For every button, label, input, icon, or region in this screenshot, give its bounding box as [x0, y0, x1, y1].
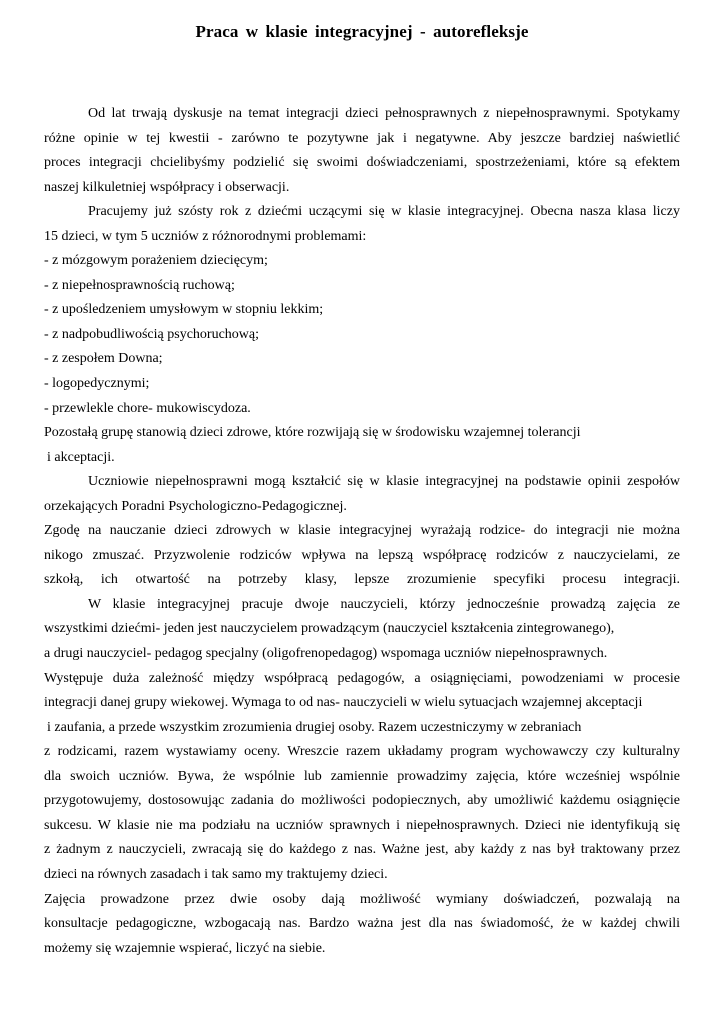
text-line: sukcesu. W klasie nie ma podziału na uczniów sprawnych i niepełnosprawnych. Dzieci nie identyfikują się — [44, 817, 680, 833]
text-line: z żadnym z nauczycieli, zwracają się do każdego z nas. Ważne jest, aby każdy z nas był traktowany przez — [44, 842, 680, 858]
text-line: Uczniowie niepełnosprawni mogą kształcić się w klasie integracyjnej na podstawie opinii zespołów — [88, 474, 680, 490]
list-item: - z mózgowym porażeniem dziecięcym; — [44, 253, 268, 269]
text-line: przygotowujemy, dostosowując zadania do możliwości podopiecznych, aby umożliwić każdemu osiągnięcie — [44, 793, 680, 809]
text-line: W klasie integracyjnej pracuje dwoje nauczycieli, którzy jednocześnie prowadzą zajęcia ze — [88, 596, 680, 612]
text-line: wszystkimi dziećmi- jeden jest nauczycielem prowadzącym (nauczyciel kształcenia zintegrowanego), — [44, 621, 615, 637]
text-line: Występuje duża zależność między współpracą pedagogów, a osiągnięciami, powodzeniami w procesie — [44, 670, 680, 686]
text-line: Pracujemy już szósty rok z dziećmi uczącymi się w klasie integracyjnej. Obecna nasza klasa liczy — [88, 204, 680, 220]
text-line: Od lat trwają dyskusje na temat integracji dzieci pełnosprawnych z niepełnosprawnymi. Spotykamy — [88, 106, 680, 121]
list-item: - logopedycznymi; — [44, 376, 150, 392]
text-line: orzekających Poradni Psychologiczno-Pedagogicznej. — [44, 498, 347, 514]
list-item: - przewlekle chore- mukowiscydoza. — [44, 400, 251, 416]
text-line: różne opinie w tej kwestii - zarówno te pozytywne jak i negatywne. Aby jeszcze bardziej naświetlić — [44, 130, 680, 146]
list-item: - z zespołem Downa; — [44, 351, 163, 367]
text-line: i akceptacji. — [47, 449, 115, 465]
text-line: dla swoich uczniów. Bywa, że wspólnie lub zamiennie prowadzimy zajęcia, które wcześniej wspólnie — [44, 768, 680, 784]
text-line: a drugi nauczyciel- pedagog specjalny (oligofrenopedagog) wspomaga uczniów niepełnosprawnych. — [44, 646, 608, 662]
text-line: Zgodę na nauczanie dzieci zdrowych w klasie integracyjnej wyrażają rodzice- do integracji nie można — [44, 523, 680, 539]
text-line: 15 dzieci, w tym 5 uczniów z różnorodnymi problemami: — [44, 228, 367, 244]
document-title: Praca w klasie integracyjnej - autorefleksje — [195, 22, 529, 41]
list-item: - z niepełnosprawnością ruchową; — [44, 277, 235, 293]
list-item: - z nadpobudliwością psychoruchową; — [44, 326, 259, 342]
text-line: szkołą, ich otwartość na potrzeby klasy, lepsze zrozumienie specyfiki procesu integracji. — [44, 572, 680, 588]
text-line: możemy się wzajemnie wspierać, liczyć na siebie. — [44, 940, 326, 956]
text-line: i zaufania, a przede wszystkim zrozumienia drugiej osoby. Razem uczestniczymy w zebraniach — [47, 719, 582, 735]
list-item: - z upośledzeniem umysłowym w stopniu lekkim; — [44, 302, 324, 318]
document-body — [44, 102, 680, 961]
text-line: Pozostałą grupę stanowią dzieci zdrowe, które rozwijają się w środowisku wzajemnej tolerancji — [44, 425, 581, 441]
text-line: integracji danej grupy wiekowej. Wymaga to od nas- nauczycieli w wielu sytuacjach wzajemnej akceptacji — [44, 695, 643, 711]
text-line: nikogo zmuszać. Przyzwolenie rodziców wpływa na lepszą współpracę rodziców z nauczycielami, ze — [44, 547, 680, 563]
text-line: z rodzicami, razem wystawiamy oceny. Wreszcie razem układamy program wychowawczy czy kulturalny — [44, 744, 680, 760]
text-line: dzieci na równych zasadach i tak samo my traktujemy dzieci. — [44, 866, 388, 882]
text-line: konsultacje pedagogiczne, wzbogacają nas. Bardzo ważna jest dla nas świadomość, że w każdej chwili — [44, 916, 680, 932]
text-line: proces integracji chcielibyśmy podzielić się swoimi doświadczeniami, spostrzeżeniami, które są efektem — [44, 155, 680, 171]
text-line: naszej kilkuletniej współpracy i obserwacji. — [44, 179, 290, 195]
text-line: Zajęcia prowadzone przez dwie osoby dają możliwość wymiany doświadczeń, pozwalają na — [44, 891, 680, 907]
